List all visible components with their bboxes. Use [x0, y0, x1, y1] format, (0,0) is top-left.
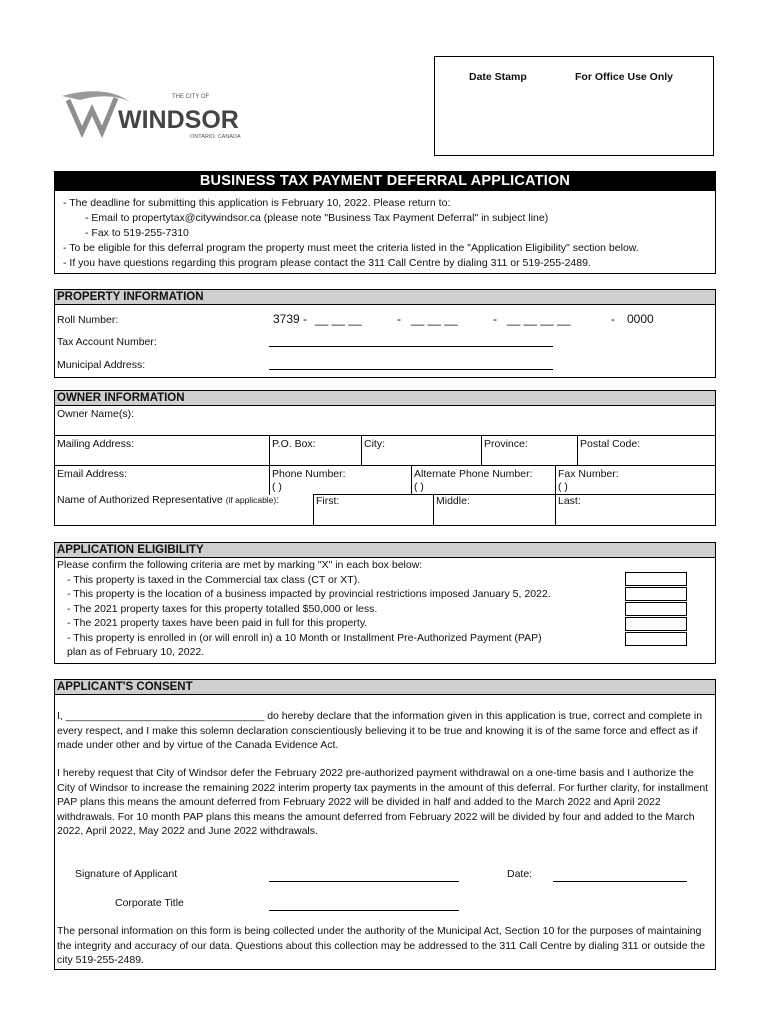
logo-wordmark: WINDSOR: [118, 106, 239, 134]
criterion-checkbox-5[interactable]: [625, 632, 687, 646]
signature-label: Signature of Applicant: [75, 868, 178, 880]
criterion: - This property is taxed in the Commercial tax class (CT or XT).: [67, 573, 361, 586]
owner-names-label[interactable]: Owner Name(s):: [57, 408, 135, 420]
province-label: Province:: [484, 438, 528, 450]
criterion: - This property is the location of a business impacted by provincial restrictions imposed January 5, 2022.: [67, 588, 551, 600]
date-stamp-label: Date Stamp: [469, 71, 527, 83]
eligibility-text: [57, 558, 551, 660]
fax-label: Fax Number:: [558, 468, 619, 480]
office-use-label: For Office Use Only: [575, 71, 674, 83]
representative-label: [57, 494, 279, 506]
last-name-cell[interactable]: [555, 494, 715, 525]
roll-prefix: 3739 -: [273, 312, 308, 326]
postal-code-cell[interactable]: [577, 436, 715, 466]
municipal-address-label: Municipal Address:: [57, 359, 146, 371]
consent-section-header: APPLICANT'S CONSENT: [55, 680, 715, 695]
mailing-address-label[interactable]: Mailing Address:: [57, 438, 135, 450]
office-use-box: [434, 56, 714, 156]
roll-segment-3[interactable]: __ __ __ __: [507, 312, 571, 326]
roll-number-label: Roll Number:: [57, 314, 119, 326]
declaration-paragraph: I, __________________________________ do hereby declare that the information given in this application is true, correct and complete in every respect, and I make this solemn declaration conscientiously believing it to be true and knowing it is of the same force and effect as if made under other and by virtue of the Canada Evidence Act.: [57, 710, 703, 751]
tax-account-label: Tax Account Number:: [57, 336, 157, 348]
city-cell[interactable]: [361, 436, 481, 466]
city-of-windsor-logo: [60, 86, 260, 138]
phone-cell[interactable]: [269, 466, 411, 495]
first-name-label: First:: [316, 495, 340, 507]
contact-row: [55, 465, 715, 495]
instruction-line: - To be eligible for this deferral program the property must meet the criteria listed in the "Application Eligibility" section below.: [63, 242, 639, 254]
roll-segment-2[interactable]: __ __ __: [411, 312, 458, 326]
representative-row: [55, 494, 715, 525]
instruction-line: - Email to propertytax@citywindsor.ca (please note "Business Tax Payment Deferral" in subject line): [85, 212, 549, 224]
privacy-notice: The personal information on this form is being collected under the authority of the Municipal Act, Section 10 for the purposes of maintaining the integrity and accuracy of our data. Questions about this collection may be addressed to the 311 Call Centre by dialing 311 or outside the city 519-255-2489.: [57, 925, 706, 966]
alt-phone-area-code: ( ): [414, 481, 424, 493]
application-eligibility-section: [54, 542, 716, 664]
instruction-line: - Fax to 519-255-7310: [85, 227, 189, 239]
owner-information-section: [54, 390, 716, 526]
instruction-line: - If you have questions regarding this program please contact the 311 Call Centre by dialing 311 or 519-255-2489.: [63, 257, 591, 269]
roll-segment-1[interactable]: __ __ __: [315, 312, 362, 326]
date-field[interactable]: [553, 868, 687, 882]
applicants-consent-section: [54, 679, 716, 970]
criterion: - The 2021 property taxes have been paid in full for this property.: [67, 617, 368, 629]
criterion-checkbox-1[interactable]: [625, 572, 687, 586]
corporate-title-field[interactable]: [269, 897, 459, 911]
criterion-checkbox-2[interactable]: [625, 587, 687, 601]
property-information-section: [54, 289, 716, 378]
eligibility-intro: Please confirm the following criteria are met by marking "X" in each box below:: [57, 559, 423, 571]
criterion-continued: plan as of February 10, 2022.: [67, 646, 205, 658]
last-name-label: Last:: [558, 495, 581, 507]
city-label: City:: [364, 438, 385, 450]
eligibility-section-header: APPLICATION ELIGIBILITY: [55, 543, 715, 558]
representative-colon: :: [276, 494, 280, 506]
criterion-checkbox-3[interactable]: [625, 602, 687, 616]
middle-name-label: Middle:: [436, 495, 470, 507]
po-box-cell[interactable]: [269, 436, 361, 466]
logo-small-top: THE CITY OF: [172, 94, 210, 100]
criterion-checkbox-4[interactable]: [625, 617, 687, 631]
alt-phone-label: Alternate Phone Number:: [414, 468, 533, 480]
alt-phone-cell[interactable]: [411, 466, 555, 495]
municipal-address-field[interactable]: [269, 357, 553, 370]
phone-area-code: ( ): [272, 481, 282, 493]
form-title: BUSINESS TAX PAYMENT DEFERRAL APPLICATION: [55, 172, 715, 191]
fax-area-code: ( ): [558, 481, 568, 493]
logo-small-bottom: ONTARIO, CANADA: [190, 134, 241, 138]
criterion: - The 2021 property taxes for this property totalled $50,000 or less.: [67, 602, 378, 615]
roll-dash: -: [493, 312, 497, 326]
owner-section-header: OWNER INFORMATION: [55, 391, 715, 406]
representative-note: (if applicable): [225, 495, 277, 505]
date-label: Date:: [507, 868, 533, 880]
email-label[interactable]: Email Address:: [57, 468, 128, 480]
roll-dash: -: [611, 312, 615, 326]
middle-name-cell[interactable]: [433, 494, 555, 525]
first-name-cell[interactable]: [313, 494, 433, 525]
fax-cell[interactable]: [555, 466, 715, 495]
instructions: [55, 191, 715, 271]
postal-code-label: Postal Code:: [580, 438, 641, 450]
title-box: [54, 171, 716, 274]
po-box-label: P.O. Box:: [272, 438, 316, 450]
roll-dash: -: [397, 312, 401, 326]
tax-account-field[interactable]: [269, 334, 553, 347]
instruction-line: - The deadline for submitting this application is February 10, 2022. Please return to:: [63, 197, 451, 209]
criterion: - This property is enrolled in (or will enroll in) a 10 Month or Installment Pre-Authorized Payment (PAP): [67, 631, 542, 644]
representative-text: Name of Authorized Representative: [57, 494, 223, 506]
property-section-header: PROPERTY INFORMATION: [55, 290, 715, 305]
roll-suffix: 0000: [627, 312, 654, 326]
mailing-row: [55, 435, 715, 466]
deferral-request-paragraph: I hereby request that City of Windsor defer the February 2022 pre-authorized payment withdrawal on a one-time basis and I authorize the City of Windsor to increase the remaining 2022 interim property tax payments in the amount of this deferral. For further clarity, for installment PAP plans this means the amount deferred from February 2022 will be divided in half and added to the March 2022 and April 2022 withdrawals. For 10 month PAP plans this means the amount deferred from February 2022 will be divided by four and added to the March 2022, April 2022, May 2022 and June 2022 withdrawals.: [57, 767, 709, 837]
phone-label: Phone Number:: [272, 468, 346, 480]
province-cell[interactable]: [481, 436, 577, 466]
corporate-title-label: Corporate Title: [115, 897, 184, 909]
signature-field[interactable]: [269, 868, 459, 882]
